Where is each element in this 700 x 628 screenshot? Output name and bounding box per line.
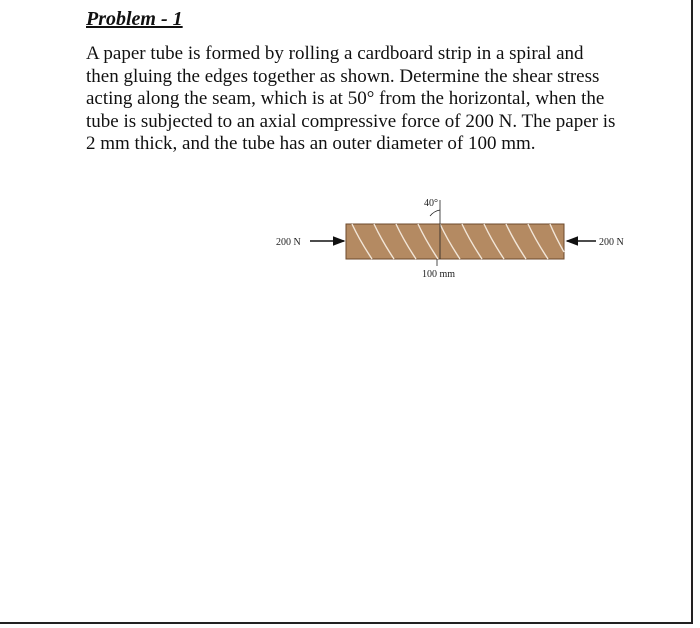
problem-statement: A paper tube is formed by rolling a cardboard strip in a spiral and then gluing the edges together as shown. Determine the shear stress acting along the seam, which is at 50° from the horizontal, when the tube is subjected to an axial compressive force of 200 N. The paper is 2 mm thick, and the tube has an outer diameter of 100 mm. (86, 43, 616, 154)
paper-tube-figure (260, 186, 640, 286)
diameter-label: 100 mm (422, 269, 456, 280)
right-force-label: 200 N (599, 237, 624, 248)
angle-label: 40° (424, 198, 438, 209)
left-force-label: 200 N (276, 237, 301, 248)
problem-title: Problem - 1 (86, 8, 183, 30)
